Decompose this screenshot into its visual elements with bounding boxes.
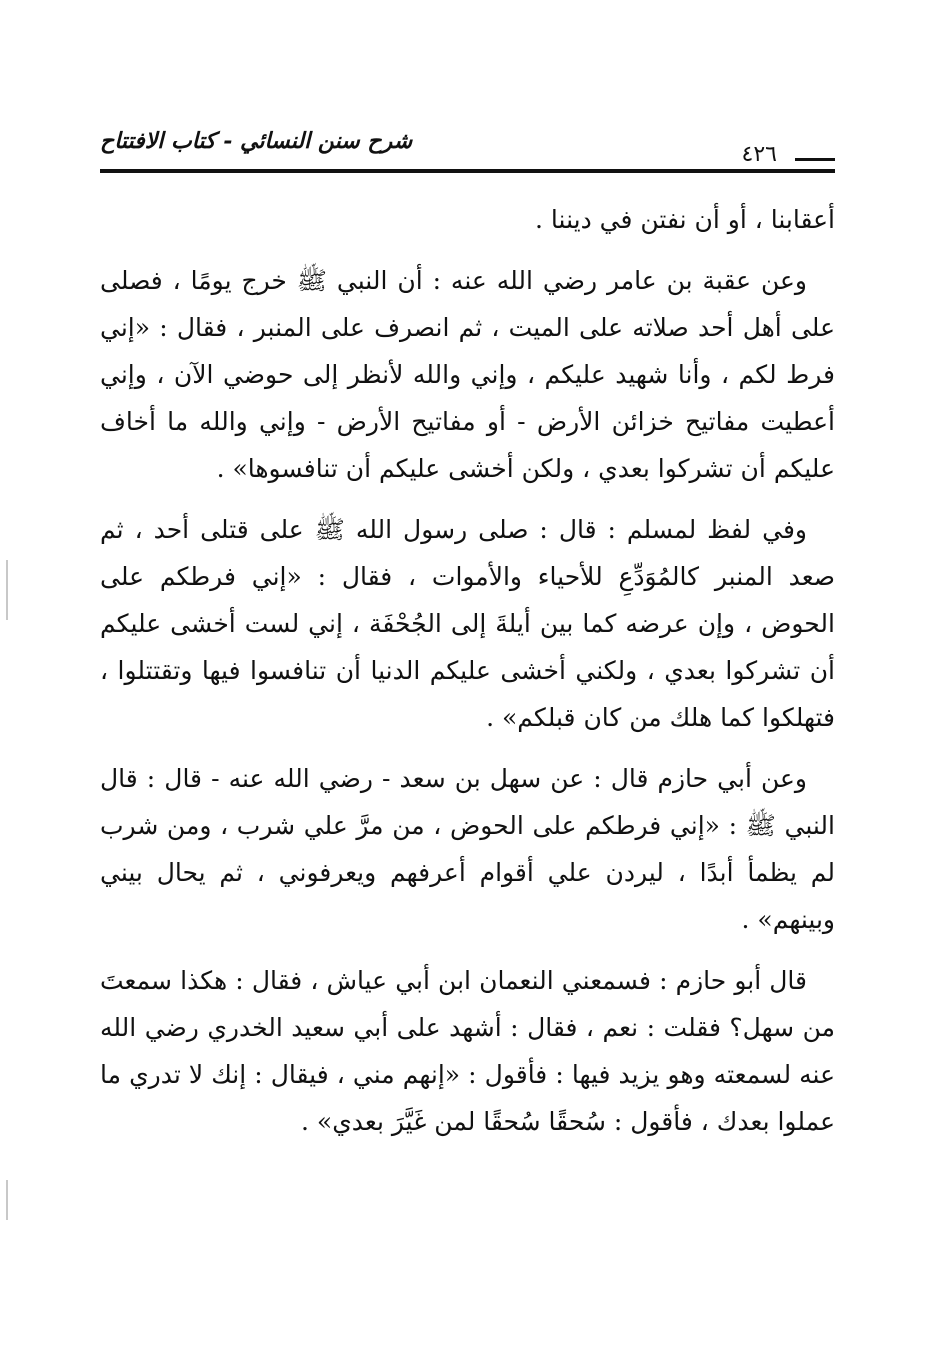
scan-margin-mark [6, 1180, 8, 1220]
paragraph-1: أعقابنا ، أو أن نفتن في ديننا . [535, 205, 835, 234]
paragraph-2: وعن عقبة بن عامر رضي الله عنه : أن النبي ﷺ خرج يومًا ، فصلى على أهل أحد صلاته على الميت ، ثم انصرف على المنبر ، فقال : «إني فرط لكم ، وأنا شهيد عليكم ، وإني والله لأنظر إلى حوضي الآن ، وإني أعطيت مفاتيح خزائن الأرض - أو مفاتيح الأرض - وإني والله ما أخاف عليكم أن تشركوا بعدي ، ولكن أخشى عليكم أن تنافسوها» . [100, 266, 835, 483]
paragraph-3: وفي لفظ لمسلم : قال : صلى رسول الله ﷺ على قتلى أحد ، ثم صعد المنبر كالمُوَدِّعِ للأحياء والأموات ، فقال : «إني فرطكم على الحوض ، وإن عرضه كما بين أيلةَ إلى الجُحْفَة ، إني لست أخشى عليكم أن تشركوا بعدي ، ولكني أخشى عليكم الدنيا أن تنافسوا فيها وتقتتلوا ، فتهلكوا كما هلك من كان قبلكم» . [100, 515, 835, 732]
page-number: ٤٢٦ [741, 142, 777, 167]
paragraph-5: قال أبو حازم : فسمعني النعمان ابن أبي عياش ، فقال : هكذا سمعتَ من سهل؟ فقلت : نعم ، فقال : أشهد على أبي سعيد الخدري رضي الله عنه لسمعته وهو يزيد فيها : فأقول : «إنهم مني ، فيقال : إنك لا تدري ما عملوا بعدك ، فأقول : سُحقًا سُحقًا لمن غَيَّرَ بعدي» . [100, 966, 835, 1136]
page-body [100, 196, 835, 1159]
page-header [100, 118, 835, 178]
header-rule [100, 169, 835, 173]
paragraph-4: وعن أبي حازم قال : عن سهل بن سعد - رضي الله عنه - قال : قال النبي ﷺ : «إني فرطكم على الحوض ، من مرَّ علي شرب ، ومن شرب لم يظمأ أبدًا ، ليردن علي أقوام أعرفهم ويعرفوني ، ثم يحال بيني وبينهم» . [100, 764, 835, 934]
page-number-dash [795, 158, 835, 161]
running-title: شرح سنن النسائي - كتاب الافتتاح [100, 128, 413, 154]
scan-margin-mark [6, 560, 8, 620]
